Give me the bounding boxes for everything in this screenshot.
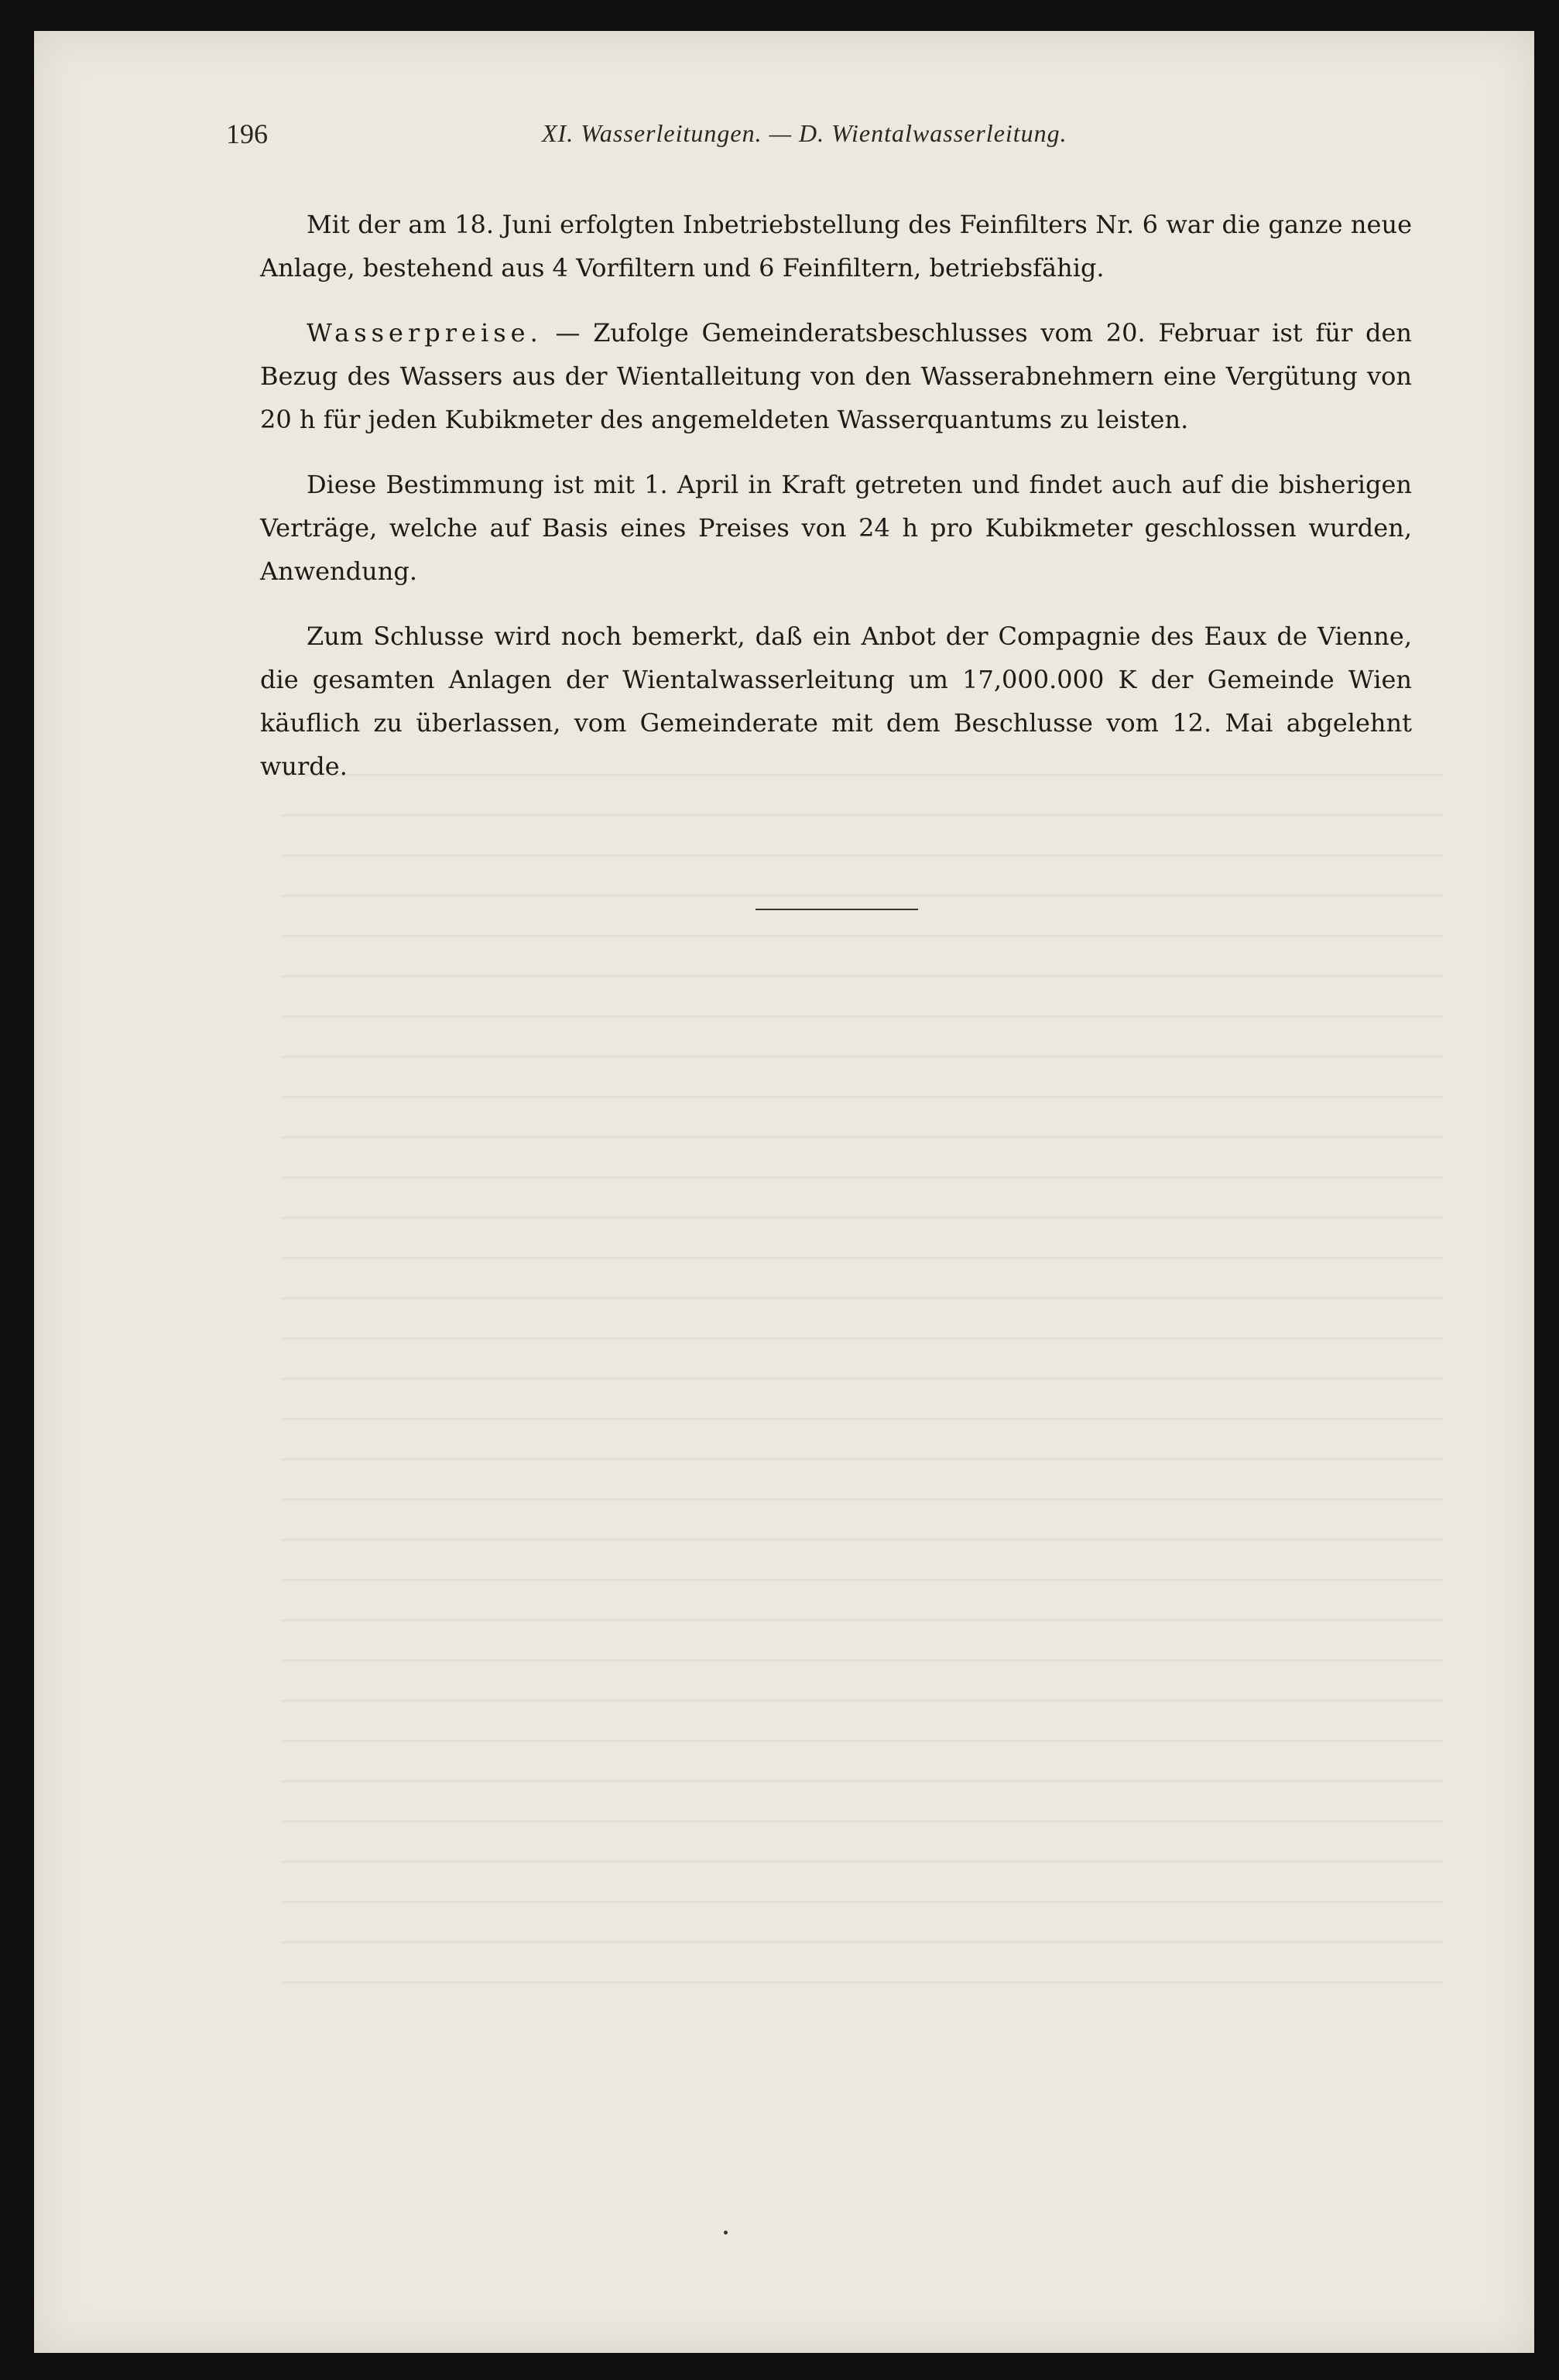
- page-header: [226, 115, 1410, 161]
- bleed-through-texture: [282, 774, 1443, 2012]
- dust-speck: [724, 2231, 728, 2234]
- paragraph-filter-operation: Mit der am 18. Juni erfolgten Inbetriebstellung des Feinfilters Nr. 6 war die ganze neue Anlage, bestehend aus 4 Vorfiltern und 6 Feinfiltern, betriebsfähig.: [260, 210, 1412, 283]
- paragraph-water-prices-body: — Zufolge Gemeinderatsbeschlusses vom 20. Februar ist für den Bezug des Wassers aus der Wientalleitung von den Wasserabnehmern eine Vergütung von 20 h für jeden Kubikmeter des angemeldeten Wasserquantums zu leisten.: [260, 318, 1412, 434]
- paragraph-offer-rejected: Zum Schlusse wird noch bemerkt, daß ein Anbot der Compagnie des Eaux de Vienne, die gesamten Anlagen der Wientalwasserleitung um 17,000.000 K der Gemeinde Wien käuflich zu überlassen, vom Gemeinderate mit dem Beschlusse vom 12. Mai abgelehnt wurde.: [260, 622, 1412, 781]
- running-head: XI. Wasserleitungen. — D. Wientalwasserleitung.: [542, 119, 1067, 147]
- section-divider-rule: [756, 909, 918, 910]
- body-text: [260, 203, 1412, 810]
- page-number: 196: [226, 118, 268, 149]
- section-heading-water-prices: Wasserpreise.: [307, 318, 543, 348]
- paragraph-contract-terms: Diese Bestimmung ist mit 1. April in Kraft getreten und findet auch auf die bisherigen Verträge, welche auf Basis eines Preises von 24 h pro Kubikmeter geschlossen wurden, Anwendung.: [260, 470, 1412, 586]
- paragraph-water-prices: [260, 311, 1412, 441]
